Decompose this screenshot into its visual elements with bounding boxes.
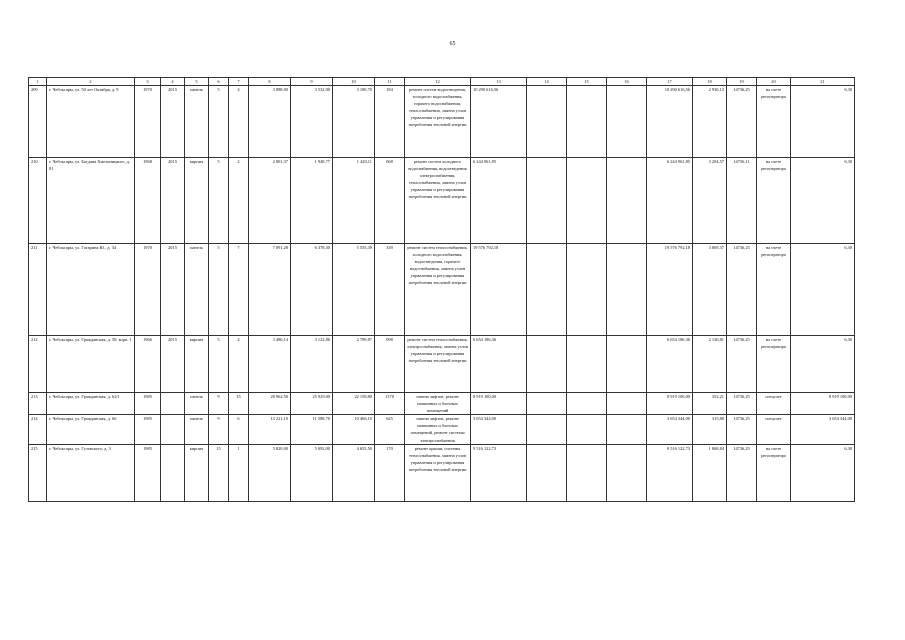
table-cell: 13 221,10 <box>249 415 291 444</box>
column-number-10: 10 <box>333 78 375 86</box>
table-cell: 4 655,50 <box>333 444 375 501</box>
table-cell: 098 <box>375 336 405 393</box>
column-number-17: 17 <box>647 78 693 86</box>
table-row <box>29 444 855 501</box>
table-cell: 5 092,00 <box>291 444 333 501</box>
table-cell: 6,30 <box>791 244 855 336</box>
table-cell <box>607 336 647 393</box>
column-number-1: 1 <box>29 78 47 86</box>
table-cell <box>161 444 185 501</box>
column-number-row <box>29 78 855 86</box>
total-cost-cell: 6 244 961,85 <box>471 158 527 244</box>
table-cell: 3 180,70 <box>333 86 375 158</box>
table-cell: 1985 <box>135 444 161 501</box>
table-cell: 339 <box>375 244 405 336</box>
table-cell: 6,30 <box>791 86 855 158</box>
table-cell: 3 654 344,00 <box>791 415 855 444</box>
table-cell: 7 <box>229 244 249 336</box>
work-type-cell: ремонт систем водоотведения, холодного водоснабжения, горячего водоснабжения, теплоснабжения, замена узлов управления и регулирования потребления тепловой энергии <box>405 86 471 158</box>
address-cell: г. Чебоксары, ул. Гражданская, д. 58, корп. 1 <box>47 336 135 393</box>
table-cell <box>527 244 567 336</box>
work-type-cell: ремонт систем холодного водоснабжения, водоотведения электроснабжения, теплоснабжения, замена узлов управления и регулирования потребления тепловой энергии <box>405 158 471 244</box>
cost-cell: 10 290 616,56 <box>647 86 693 158</box>
table-cell: кирпич <box>185 444 209 501</box>
table-cell <box>527 86 567 158</box>
funding-method-cell: на счете регоператора <box>757 244 791 336</box>
total-cost-cell: 8 919 100,00 <box>471 393 527 415</box>
table-cell: 170 <box>375 444 405 501</box>
table-cell <box>567 444 607 501</box>
table-cell <box>607 86 647 158</box>
table-cell: 15 <box>229 393 249 415</box>
table-cell: 14736,25 <box>727 336 757 393</box>
table-cell: 068 <box>375 158 405 244</box>
funding-method-cell: на счете регоператора <box>757 444 791 501</box>
table-cell: 3 888,00 <box>249 86 291 158</box>
table-row <box>29 336 855 393</box>
table-cell: 2 130,81 <box>693 336 727 393</box>
table-cell: 1970 <box>135 244 161 336</box>
table-cell: 315,88 <box>693 415 727 444</box>
table-cell <box>607 415 647 444</box>
page-number: 65 <box>449 41 456 47</box>
table-cell: 2 801,37 <box>249 158 291 244</box>
table-row <box>29 393 855 415</box>
table-cell: 3 204,57 <box>693 158 727 244</box>
table-cell: 1985 <box>135 393 161 415</box>
table-cell: 9 <box>209 393 229 415</box>
table-cell: 1966 <box>135 336 161 393</box>
column-number-16: 16 <box>607 78 647 86</box>
table-cell: 5 555,39 <box>333 244 375 336</box>
column-number-21: 21 <box>791 78 855 86</box>
total-cost-cell: 9 516 122,73 <box>471 444 527 501</box>
total-cost-cell: 6 654 186,36 <box>471 336 527 393</box>
table-cell: панель <box>185 86 209 158</box>
table-cell: 5 820,00 <box>249 444 291 501</box>
cost-cell: 8 919 100,00 <box>647 393 693 415</box>
table-cell: 184 <box>375 86 405 158</box>
table-cell: 2015 <box>161 86 185 158</box>
cost-cell: 6 654 186,36 <box>647 336 693 393</box>
table-cell <box>607 158 647 244</box>
table-cell: 15 <box>209 444 229 501</box>
address-cell: г. Чебоксары, ул. 50 лет Октября, д. 9 <box>47 86 135 158</box>
column-number-3: 3 <box>135 78 161 86</box>
table-cell: панель <box>185 415 209 444</box>
table-cell <box>161 393 185 415</box>
column-number-14: 14 <box>527 78 567 86</box>
cost-cell: 9 516 122,73 <box>647 444 693 501</box>
table-cell: 625 <box>375 415 405 444</box>
address-cell: г. Чебоксары, ул. Богдана Хмельницкого, д. 81 <box>47 158 135 244</box>
table-cell: 14736,25 <box>727 86 757 158</box>
table-cell: 2 930,13 <box>693 86 727 158</box>
table-cell <box>607 244 647 336</box>
table-cell <box>527 158 567 244</box>
table-cell: 1985 <box>135 415 161 444</box>
table-cell: 7 091,28 <box>249 244 291 336</box>
work-type-cell: ремонт систем теплоснабжения, холодного водоснабжения, водоотведения, горячего водоснабжения, замена узлов управления и регулирования потребления тепловой энергии <box>405 244 471 336</box>
table-cell <box>527 393 567 415</box>
column-number-13: 13 <box>471 78 527 86</box>
table-cell: 1 948,77 <box>291 158 333 244</box>
table-cell <box>527 336 567 393</box>
table-cell: 1968 <box>135 158 161 244</box>
funding-method-cell: на счете регоператора <box>757 158 791 244</box>
table-cell: 2 789,87 <box>333 336 375 393</box>
table-cell <box>567 393 607 415</box>
column-number-9: 9 <box>291 78 333 86</box>
table-cell: 3 122,86 <box>291 336 333 393</box>
cost-cell: 6 244 961,85 <box>647 158 693 244</box>
address-cell: г. Чебоксары, ул. Гузовского, д. 3 <box>47 444 135 501</box>
table-cell: 1 <box>229 444 249 501</box>
table-cell: 5 <box>209 86 229 158</box>
work-type-cell: ремонт систем теплоснабжения, электроснабжения, замена узлов управления и регулирования потребления тепловой энергии <box>405 336 471 393</box>
cost-cell: 3 654 344,00 <box>647 415 693 444</box>
table-cell: 25 929,00 <box>291 393 333 415</box>
funding-method-cell: спецсчет <box>757 415 791 444</box>
funding-method-cell: на счете регоператора <box>757 336 791 393</box>
table-cell: 4 <box>229 86 249 158</box>
column-number-2: 2 <box>47 78 135 86</box>
table-cell: 6,30 <box>791 444 855 501</box>
column-number-7: 7 <box>229 78 249 86</box>
table-cell: 1 420,11 <box>333 158 375 244</box>
table-cell: 3 532,00 <box>291 86 333 158</box>
address-cell: г. Чебоксары, ул. Гагарина Ю., д. 34 <box>47 244 135 336</box>
funding-method-cell: на счете регоператора <box>757 86 791 158</box>
table-cell: 1970 <box>135 86 161 158</box>
cost-cell: 19 576 792,18 <box>647 244 693 336</box>
table-cell: 2015 <box>161 158 185 244</box>
column-number-5: 5 <box>185 78 209 86</box>
total-cost-cell: 3 654 344,00 <box>471 415 527 444</box>
row-number-cell: 211 <box>29 244 47 336</box>
table-cell <box>567 415 607 444</box>
table-row <box>29 86 855 158</box>
table-cell: 3 486,14 <box>249 336 291 393</box>
address-cell: г. Чебоксары, ул. Гражданская, д. 66 <box>47 415 135 444</box>
table-cell: кирпич <box>185 336 209 393</box>
table-cell: 22 158,80 <box>333 393 375 415</box>
table-cell <box>607 444 647 501</box>
column-number-15: 15 <box>567 78 607 86</box>
table-cell: 8 919 100,00 <box>791 393 855 415</box>
table-cell <box>567 158 607 244</box>
row-number-cell: 213 <box>29 393 47 415</box>
column-number-19: 19 <box>727 78 757 86</box>
table-row <box>29 158 855 244</box>
table-cell: 14736,11 <box>727 158 757 244</box>
table-cell: 14736,25 <box>727 415 757 444</box>
column-number-4: 4 <box>161 78 185 86</box>
table-cell: 2 <box>229 158 249 244</box>
table-cell <box>607 393 647 415</box>
table-row <box>29 415 855 444</box>
table-cell: 6,30 <box>791 336 855 393</box>
table-cell: 1370 <box>375 393 405 415</box>
work-type-cell: замена лифтов, ремонт машинных и блочных помещений, ремонт системы электроснабжения <box>405 415 471 444</box>
column-number-11: 11 <box>375 78 405 86</box>
row-number-cell: 212 <box>29 336 47 393</box>
row-number-cell: 214 <box>29 415 47 444</box>
table-cell: 1 868,84 <box>693 444 727 501</box>
table-cell: 14736,25 <box>727 393 757 415</box>
column-number-12: 12 <box>405 78 471 86</box>
table-cell: 14736,25 <box>727 244 757 336</box>
table-cell <box>567 336 607 393</box>
work-type-cell: ремонт крыши, системы теплоснабжения, замена узлов управления и регулирования потребления тепловой энергии <box>405 444 471 501</box>
table-cell: 5 <box>209 244 229 336</box>
table-cell: 10 466,10 <box>333 415 375 444</box>
table-cell: 5 <box>209 336 229 393</box>
table-cell: 9 <box>209 415 229 444</box>
funding-method-cell: спецсчет <box>757 393 791 415</box>
table-cell: панель <box>185 244 209 336</box>
row-number-cell: 210 <box>29 158 47 244</box>
work-type-cell: замена лифтов, ремонт машинных и блочных помещений <box>405 393 471 415</box>
column-number-8: 8 <box>249 78 291 86</box>
repair-program-table <box>28 77 855 502</box>
table-cell: 3 069,37 <box>693 244 727 336</box>
table-cell: 2015 <box>161 336 185 393</box>
table-cell: 4 <box>229 336 249 393</box>
table-cell <box>527 444 567 501</box>
column-number-18: 18 <box>693 78 727 86</box>
table-cell: 28 962,50 <box>249 393 291 415</box>
table-cell <box>527 415 567 444</box>
table-cell: 6 <box>229 415 249 444</box>
table-cell: кирпич <box>185 158 209 244</box>
row-number-cell: 209 <box>29 86 47 158</box>
table-cell: 2015 <box>161 244 185 336</box>
table-cell: 6,30 <box>791 158 855 244</box>
column-number-6: 6 <box>209 78 229 86</box>
total-cost-cell: 10 290 616,56 <box>471 86 527 158</box>
total-cost-cell: 19 576 792,18 <box>471 244 527 336</box>
table-row <box>29 244 855 336</box>
row-number-cell: 215 <box>29 444 47 501</box>
column-number-20: 20 <box>757 78 791 86</box>
table-cell: панель <box>185 393 209 415</box>
table-cell: 6 378,30 <box>291 244 333 336</box>
table-cell: 11 588,70 <box>291 415 333 444</box>
address-cell: г. Чебоксары, ул. Гражданская, д. 62/1 <box>47 393 135 415</box>
table-cell <box>567 244 607 336</box>
table-cell <box>161 415 185 444</box>
table-cell <box>567 86 607 158</box>
table-cell: 5 <box>209 158 229 244</box>
table-cell: 14736,25 <box>727 444 757 501</box>
table-cell: 352,21 <box>693 393 727 415</box>
